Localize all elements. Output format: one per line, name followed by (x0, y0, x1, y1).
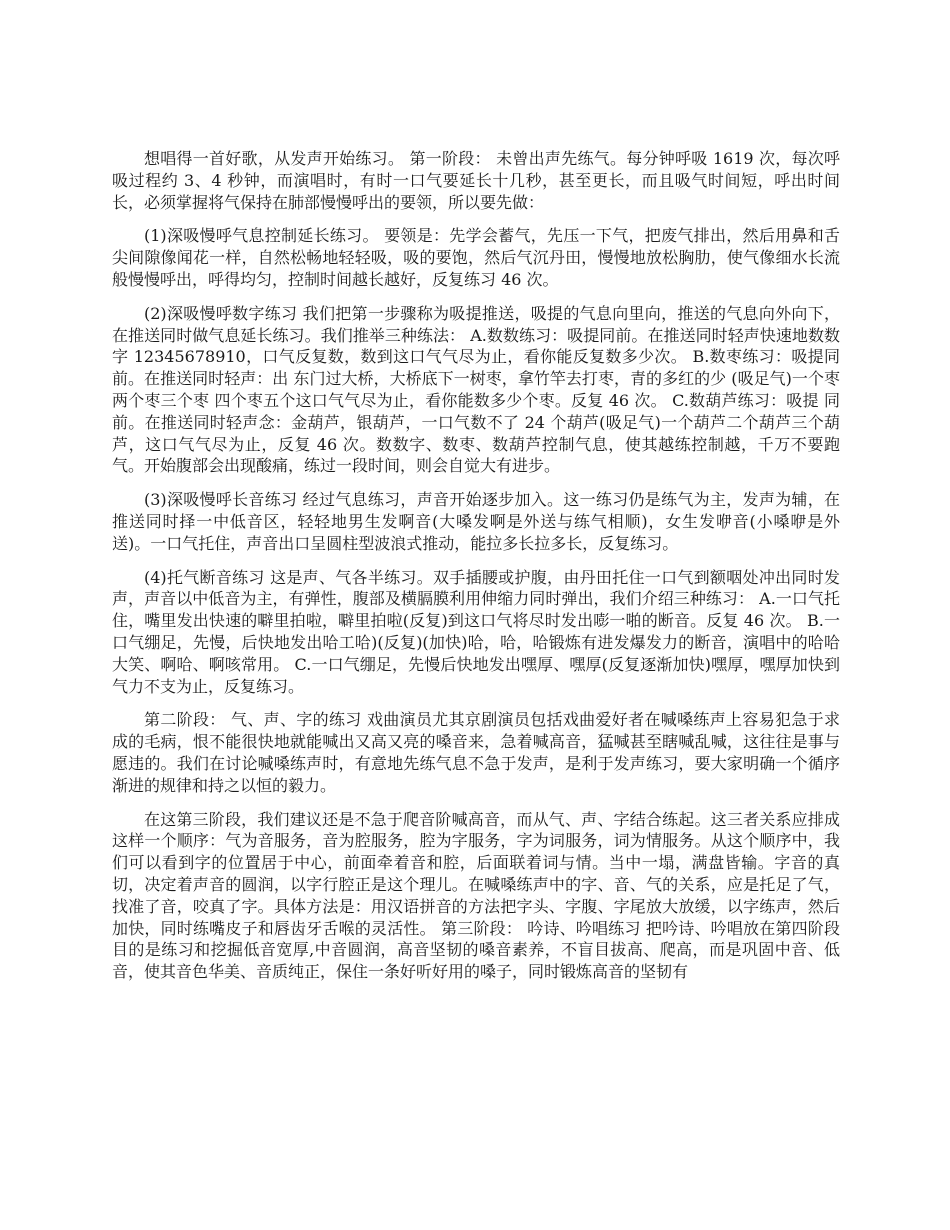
paragraph-stage-3: 在这第三阶段，我们建议还是不急于爬音阶喊高音，而从气、声、字结合练起。这三者关系应排成这样一个顺序：气为音服务，音为腔服务，腔为字服务，字为词服务，词为情服务。从这个顺序中，我们可以看到字的位置居于中心，前面牵着音和腔，后面联着词与情。当中一塌，满盘皆输。字音的真切，决定着声音的圆润，以字行腔正是这个理儿。在喊嗓练声中的字、音、气的关系，应是托足了气，找准了音，咬真了字。具体方法是：用汉语拼音的方法把字头、字腹、字尾放大放缓，以字练声，然后加快，同时练嘴皮子和唇齿牙舌喉的灵活性。 第三阶段： 吟诗、吟唱练习 把吟诗、吟唱放在第四阶段目的是练习和挖掘低音宽厚,中音圆润，高音坚韧的嗓音素养，不盲目拔高、爬高，而是巩固中音、低音，使其音色华美、音质纯正，保住一条好听好用的嗓子，同时锻炼高音的坚韧有 (112, 809, 840, 982)
paragraph-stage-2: 第二阶段： 气、声、字的练习 戏曲演员尤其京剧演员包括戏曲爱好者在喊嗓练声上容易犯急于求成的毛病，恨不能很快地就能喊出又高又亮的嗓音来，急着喊高音，猛喊甚至瞎喊乱喊，这往往是事与愿违的。我们在讨论喊嗓练声时，有意地先练气息不急于发声，是利于发声练习，要大家明确一个循序渐进的规律和持之以恒的毅力。 (112, 710, 840, 795)
paragraph-exercise-4: (4)托气断音练习 这是声、气各半练习。双手插腰或护腹，由丹田托住一口气到额咽处冲出同时发声，声音以中低音为主，有弹性，腹部及横膈膜利用伸缩力同时弹出，我们介绍三种练习： A.一口气托住，嘴里发出快速的噼里拍啦，噼里拍啦(反复)到这口气将尽时发出嘭一啪的断音。反复 46 次。 B.一口气绷足，先慢，后快地发出哈工哈)(反复)(加快)哈，哈，哈锻炼有进发爆发力的断音，演唱中的哈哈大笑、啊哈、啊咳常用。 C.一口气绷足，先慢后快地发出嘿厚、嘿厚(反复逐渐加快)嘿厚，嘿厚加快到气力不支为止，反复练习。 (112, 567, 840, 696)
paragraph-intro: 想唱得一首好歌，从发声开始练习。 第一阶段： 未曾出声先练气。每分钟呼吸 1619 次，每次呼吸过程约 3、4 秒钟，而演唱时，有时一口气要延长十几秒，甚至更长，而且吸气时间短，呼出时间长，必须掌握将气保持在肺部慢慢呼出的要领，所以要先做： (112, 149, 840, 212)
paragraph-exercise-2: (2)深吸慢呼数字练习 我们把第一步骤称为吸提推送，吸提的气息向里向，推送的气息向外向下，在推送同时做气息延长练习。我们推举三种练法： A.数数练习：吸提同前。在推送同时轻声快速地数数字 12345678910，口气反复数，数到这口气气尽为止，看你能反复数多少次。 B.数枣练习：吸提同前。在推送同时轻声：出 东门过大桥，大桥底下一树枣，拿竹竿去打枣，青的多红的少 (吸足气)一个枣两个枣三个枣 四个枣五个这口气气尽为止，看你能数多少个枣。反复 46 次。 C.数葫芦练习：吸提 同前。在推送同时轻声念：金葫芦，银葫芦，一口气数不了 24 个葫芦(吸足气)一个葫芦二个葫芦三个葫芦，这口气气尽为止，反复 46 次。数数字、数枣、数葫芦控制气息，使其越练控制越，千万不要跑气。开始腹部会出现酸痛，练过一段时间，则会自觉大有进步。 (112, 303, 840, 476)
paragraph-exercise-1: (1)深吸慢呼气息控制延长练习。 要领是：先学会蓄气，先压一下气，把废气排出，然后用鼻和舌尖间隙像闻花一样，自然松畅地轻轻吸，吸的要饱，然后气沉丹田，慢慢地放松胸肋，使气像细水长流般慢慢呼出，呼得均匀，控制时间越长越好，反复练习 46 次。 (112, 226, 840, 289)
paragraph-exercise-3: (3)深吸慢呼长音练习 经过气息练习，声音开始逐步加入。这一练习仍是练气为主，发声为辅，在推送同时择一中低音区，轻轻地男生发啊音(大嗓发啊是外送与练气相顺)，女生发咿音(小嗓咿是外送)。一口气托住，声音出口呈圆柱型波浪式推动，能拉多长拉多长，反复练习。 (112, 490, 840, 553)
document-body (112, 148, 840, 995)
